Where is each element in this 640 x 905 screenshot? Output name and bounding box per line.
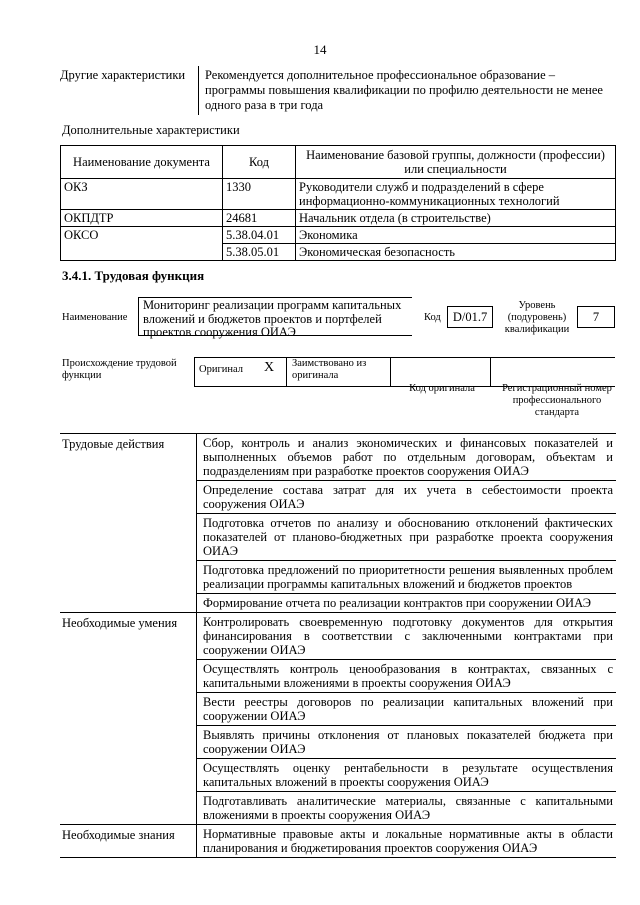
skill-item: Осуществлять контроль ценообразования в контрактах, связанных с капитальными вложениями в проекты сооружения ОИАЭ xyxy=(197,660,617,693)
doc-cell: ОКСО xyxy=(61,227,223,261)
origin-label: Происхождение трудовой функции xyxy=(62,358,177,381)
table-header-row xyxy=(61,146,616,179)
group-cell: Руководители служб и подразделений в сфере информационно-коммуникационных технологий xyxy=(296,179,616,210)
header-group-name: Наименование базовой группы, должности (профессии) или специальности xyxy=(296,146,616,179)
header-code: Код xyxy=(223,146,296,179)
labor-action-item: Сбор, контроль и анализ экономических и финансовых показателей и выполненных объемов работ по отдельным договорам, объектам и подразделениям при разработке проектов сооружения ОИАЭ xyxy=(197,434,617,481)
required-knowledge-label: Необходимые знания xyxy=(60,825,197,858)
labor-actions-label: Трудовые действия xyxy=(60,434,197,613)
group-cell: Начальник отдела (в строительстве) xyxy=(296,210,616,227)
reg-number-label: Регистрационный номер профессионального стандарта xyxy=(502,383,612,418)
table-row xyxy=(61,179,616,210)
labor-action-item: Подготовка предложений по приоритетности решения выявленных проблем реализации программы капитальных вложений и бюджетов проектов xyxy=(197,561,617,594)
group-cell: Экономика xyxy=(296,227,616,244)
other-characteristics-label: Другие характеристики xyxy=(60,68,186,82)
code-cell: 5.38.04.01 xyxy=(223,227,296,244)
borrowed-label: Заимствовано из оригинала xyxy=(292,358,367,381)
original-mark: X xyxy=(264,360,275,375)
table-row xyxy=(60,825,616,858)
level-label: Уровень (подуровень) квалификации xyxy=(504,300,570,335)
code-label: Код xyxy=(424,312,441,323)
knowledge-item: Нормативные правовые акты и локальные нормативные акты в области планирования и бюджетирования проектов сооружения ОИАЭ xyxy=(197,825,617,858)
table-row xyxy=(61,227,616,244)
function-details-table xyxy=(60,433,616,858)
code-cell: 1330 xyxy=(223,179,296,210)
name-label: Наименование xyxy=(62,312,128,323)
section-title: 3.4.1. Трудовая функция xyxy=(62,268,205,283)
skill-item: Выявлять причины отклонения от плановых показателей бюджета при сооружении ОИАЭ xyxy=(197,726,617,759)
labor-action-item: Подготовка отчетов по анализу и обоснованию отклонений фактических показателей от планово-бюджетных при разработке проекта сооружения ОИАЭ xyxy=(197,514,617,561)
additional-characteristics-table xyxy=(60,145,616,261)
table-row xyxy=(60,434,616,481)
other-characteristics-table xyxy=(60,66,615,115)
skill-item: Контролировать своевременную подготовку документов для открытия финансирования в соответствии с заключенными контрактами при сооружении ОИАЭ xyxy=(197,613,617,660)
code-original-label: Код оригинала xyxy=(409,383,475,394)
page-number: 14 xyxy=(313,42,327,57)
function-level: 7 xyxy=(577,306,615,328)
doc-cell: ОКЗ xyxy=(61,179,223,210)
other-characteristics-text: Рекомендуется дополнительное профессиональное образование – программы повышения квалификации по профилю деятельности не менее одного раза в три года xyxy=(199,66,616,115)
header-document-name: Наименование документа xyxy=(61,146,223,179)
group-cell: Экономическая безопасность xyxy=(296,244,616,261)
skill-item: Вести реестры договоров по реализации капитальных вложений при сооружении ОИАЭ xyxy=(197,693,617,726)
function-name: Мониторинг реализации программ капитальных вложений и бюджетов проектов и портфелей проектов сооружения ОИАЭ xyxy=(138,297,412,336)
labor-action-item: Определение состава затрат для их учета в себестоимости проекта сооружения ОИАЭ xyxy=(197,481,617,514)
skill-item: Подготавливать аналитические материалы, связанные с капитальными вложениями в проекты сооружения ОИАЭ xyxy=(197,792,617,825)
additional-characteristics-heading: Дополнительные характеристики xyxy=(62,123,240,137)
code-cell: 24681 xyxy=(223,210,296,227)
skill-item: Осуществлять оценку рентабельности в результате осуществления капитальных вложений в проекты сооружения ОИАЭ xyxy=(197,759,617,792)
original-label: Оригинал xyxy=(199,364,243,375)
labor-action-item: Формирование отчета по реализации контрактов при сооружении ОИАЭ xyxy=(197,594,617,613)
function-code: D/01.7 xyxy=(447,306,493,328)
table-row xyxy=(60,613,616,660)
required-skills-label: Необходимые умения xyxy=(60,613,197,825)
doc-cell: ОКПДТР xyxy=(61,210,223,227)
table-row xyxy=(61,210,616,227)
code-cell: 5.38.05.01 xyxy=(223,244,296,261)
